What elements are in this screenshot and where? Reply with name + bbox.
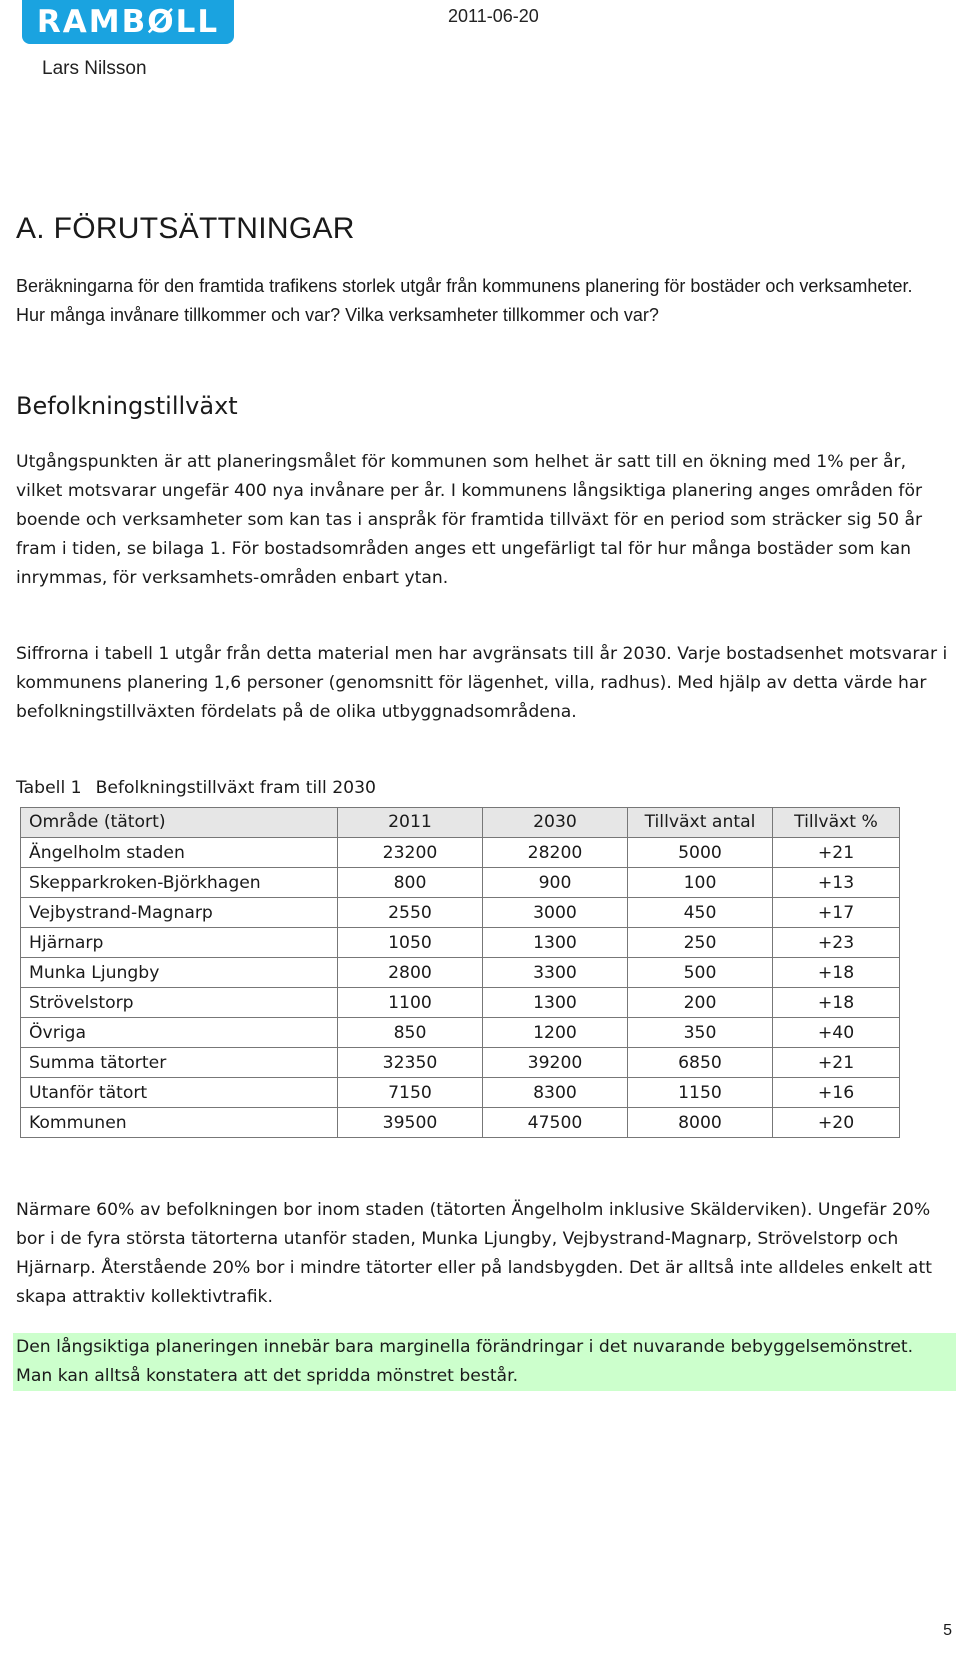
cell-area: Summa tätorter [21, 1048, 338, 1078]
header-area: Område (tätort) [21, 808, 338, 838]
table-caption [16, 778, 390, 798]
cell-area: Munka Ljungby [21, 958, 338, 988]
cell-growth-count: 8000 [628, 1108, 773, 1138]
highlighted-conclusion: Den långsiktiga planeringen innebär bara marginella förändringar i det nuvarande bebyggelsemönstret. Man kan alltså konstatera att det spridda mönstret består. [16, 1337, 914, 1386]
cell-2011: 800 [338, 868, 483, 898]
cell-2011: 1050 [338, 928, 483, 958]
cell-2030: 3300 [483, 958, 628, 988]
cell-2011: 39500 [338, 1108, 483, 1138]
cell-2030: 8300 [483, 1078, 628, 1108]
cell-growth-percent: +21 [773, 1048, 900, 1078]
cell-2011: 23200 [338, 838, 483, 868]
cell-growth-percent: +20 [773, 1108, 900, 1138]
cell-area: Strövelstorp [21, 988, 338, 1018]
table-row [21, 1078, 900, 1108]
cell-2030: 900 [483, 868, 628, 898]
cell-growth-count: 6850 [628, 1048, 773, 1078]
document-author: Lars Nilsson [42, 58, 147, 79]
cell-growth-percent: +23 [773, 928, 900, 958]
paragraph-growth-goal: Utgångspunkten är att planeringsmålet för kommunen som helhet är satt till en ökning med 1% per år, vilket motsvarar ungefär 400 nya invånare per år. I kommunens långsiktiga planering anges områden för boende och verksamheter som kan tas i anspråk för framtida tillväxt för en period som sträcker sig 50 år fram i tiden, se bilaga 1. För bostadsområden anges ett ungefärligt tal för hur många bostäder som kan inrymmas, för verksamhets-områden enbart ytan. [16, 452, 923, 588]
cell-growth-percent: +18 [773, 988, 900, 1018]
table-body [21, 838, 900, 1138]
cell-area: Kommunen [21, 1108, 338, 1138]
table-row [21, 1018, 900, 1048]
table-caption-title: Befolkningstillväxt fram till 2030 [95, 778, 376, 798]
subheading: Befolkningstillväxt [16, 392, 238, 420]
header-growth-percent: Tillväxt % [773, 808, 900, 838]
table-row [21, 1108, 900, 1138]
cell-area: Hjärnarp [21, 928, 338, 958]
cell-area: Utanför tätort [21, 1078, 338, 1108]
cell-area: Övriga [21, 1018, 338, 1048]
cell-2030: 3000 [483, 898, 628, 928]
cell-growth-percent: +21 [773, 838, 900, 868]
table-row [21, 928, 900, 958]
cell-2011: 1100 [338, 988, 483, 1018]
header-growth-count: Tillväxt antal [628, 808, 773, 838]
table-row [21, 958, 900, 988]
cell-2011: 32350 [338, 1048, 483, 1078]
cell-area: Skepparkroken-Björkhagen [21, 868, 338, 898]
cell-area: Vejbystrand-Magnarp [21, 898, 338, 928]
table-row [21, 868, 900, 898]
header-2030: 2030 [483, 808, 628, 838]
cell-2011: 850 [338, 1018, 483, 1048]
cell-2011: 7150 [338, 1078, 483, 1108]
intro-paragraph: Beräkningarna för den framtida trafikens storlek utgår från kommunens planering för bostäder och verksamheter. Hur många invånare tillkommer och var? Vilka verksamheter tillkommer och var? [16, 276, 913, 325]
cell-2030: 1300 [483, 988, 628, 1018]
cell-2011: 2800 [338, 958, 483, 988]
cell-growth-percent: +17 [773, 898, 900, 928]
cell-growth-count: 1150 [628, 1078, 773, 1108]
table-row [21, 1048, 900, 1078]
cell-2030: 28200 [483, 838, 628, 868]
cell-2011: 2550 [338, 898, 483, 928]
cell-growth-count: 500 [628, 958, 773, 988]
cell-growth-percent: +18 [773, 958, 900, 988]
table-row [21, 838, 900, 868]
cell-area: Ängelholm staden [21, 838, 338, 868]
table-caption-label: Tabell 1 [16, 778, 82, 798]
cell-growth-count: 5000 [628, 838, 773, 868]
cell-2030: 1300 [483, 928, 628, 958]
table-row [21, 898, 900, 928]
cell-growth-percent: +40 [773, 1018, 900, 1048]
cell-growth-count: 450 [628, 898, 773, 928]
population-table [20, 807, 900, 1138]
paragraph-table-source: Siffrorna i tabell 1 utgår från detta material men har avgränsats till år 2030. Varje bostadsenhet motsvarar i kommunens planering 1,6 personer (genomsnitt för lägenhet, villa, radhus). Med hjälp av detta värde har befolkningstillväxten fördelats på de olika utbyggnadsområdena. [16, 644, 948, 722]
cell-growth-count: 350 [628, 1018, 773, 1048]
company-logo: RAMBØLL [22, 0, 234, 44]
cell-2030: 1200 [483, 1018, 628, 1048]
cell-2030: 47500 [483, 1108, 628, 1138]
header-2011: 2011 [338, 808, 483, 838]
cell-growth-count: 100 [628, 868, 773, 898]
table-header-row [21, 808, 900, 838]
cell-2030: 39200 [483, 1048, 628, 1078]
cell-growth-percent: +13 [773, 868, 900, 898]
document-date: 2011-06-20 [448, 6, 539, 26]
cell-growth-count: 250 [628, 928, 773, 958]
cell-growth-count: 200 [628, 988, 773, 1018]
cell-growth-percent: +16 [773, 1078, 900, 1108]
section-title: A. FÖRUTSÄTTNINGAR [16, 212, 355, 245]
page-number: 5 [943, 1622, 952, 1639]
table-row [21, 988, 900, 1018]
paragraph-distribution: Närmare 60% av befolkningen bor inom staden (tätorten Ängelholm inklusive Skälderviken). Ungefär 20% bor i de fyra största tätorterna utanför staden, Munka Ljungby, Vejbystrand-Magnarp, Strövelstorp och Hjärnarp. Återstående 20% bor i mindre tätorter eller på landsbygden. Det är alltså inte alldeles enkelt att skapa attraktiv kollektivtrafik. [16, 1200, 932, 1307]
